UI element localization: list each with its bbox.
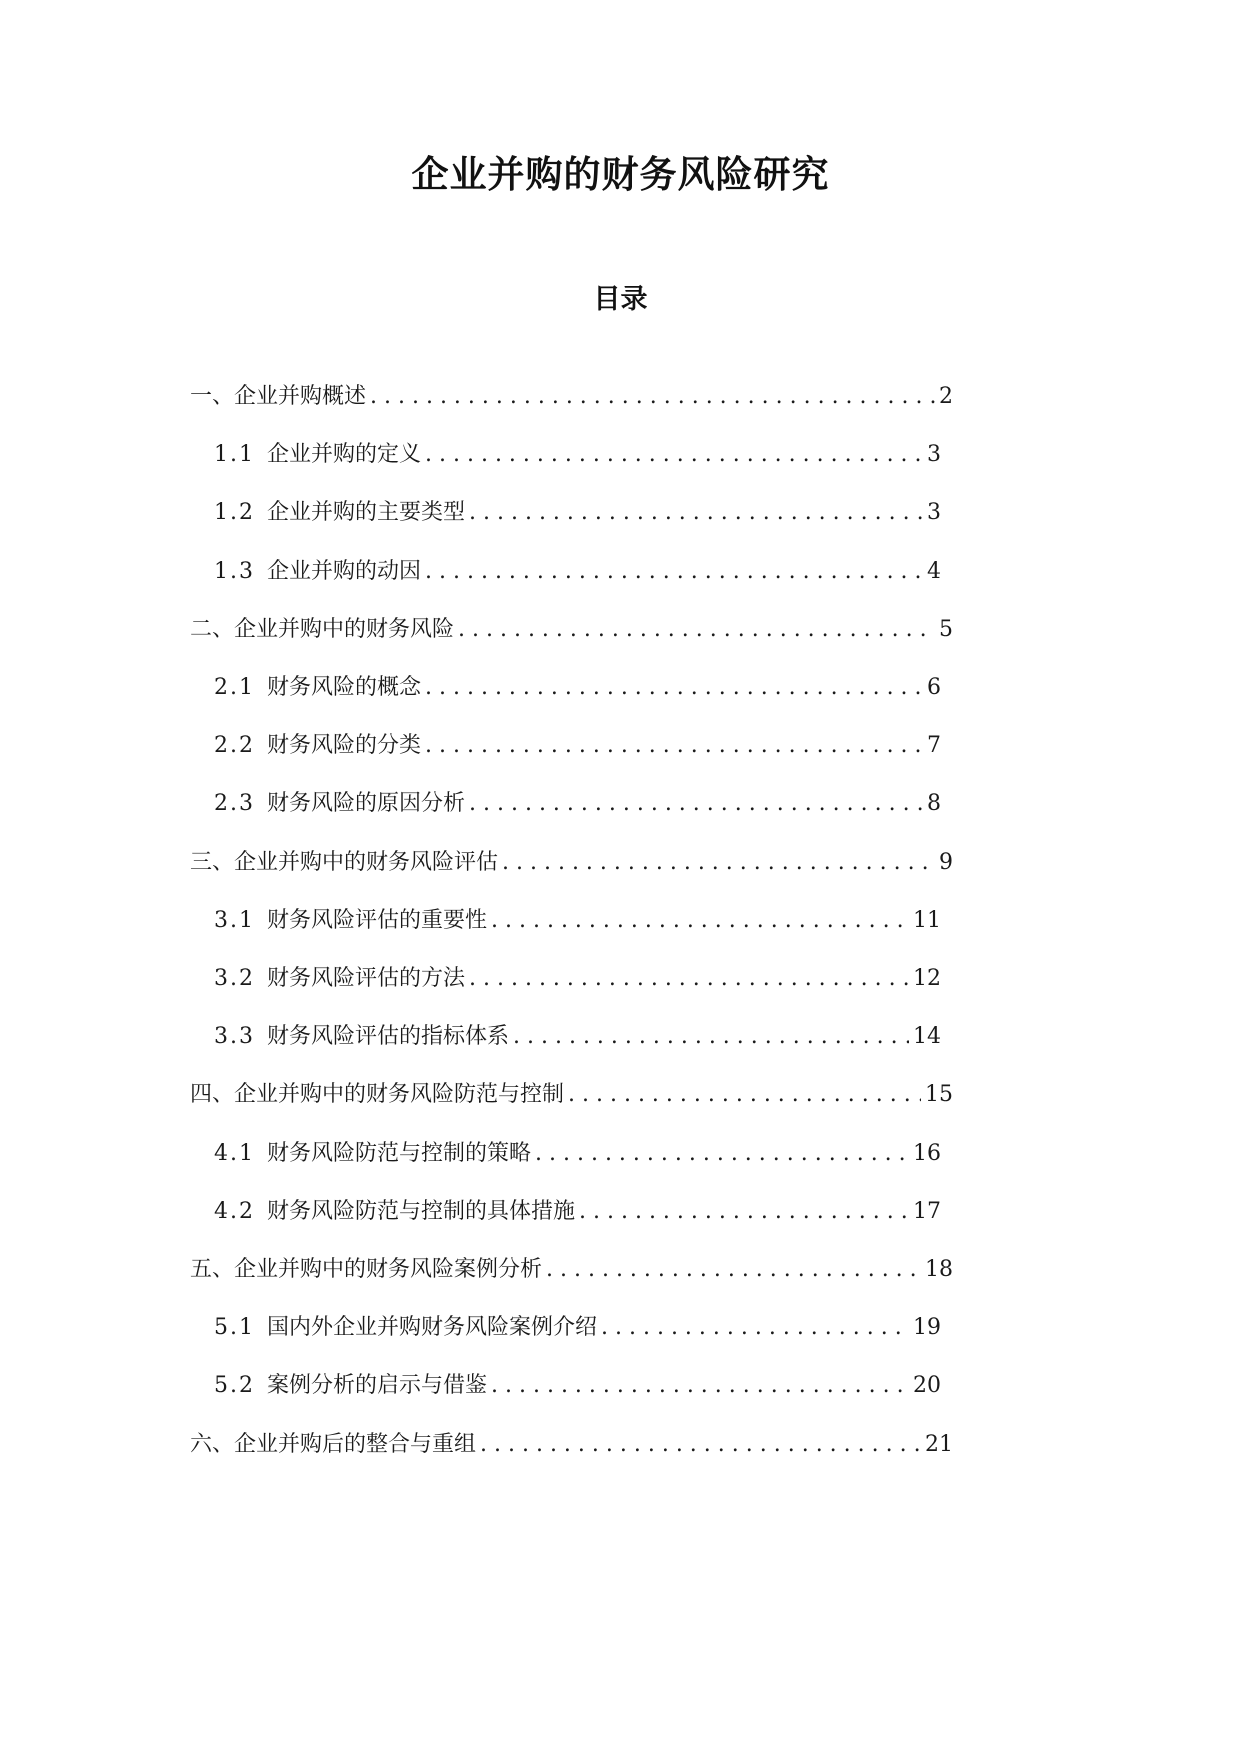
toc-dot-leader bbox=[425, 729, 923, 763]
toc-entry-title: 财务风险评估的指标体系 bbox=[267, 1024, 510, 1050]
toc-entry-title: 一、企业并购概述 bbox=[190, 384, 367, 409]
toc-entry-number: 2.3 bbox=[214, 791, 255, 817]
toc-dot-leader bbox=[502, 846, 935, 880]
toc-page-number: 2 bbox=[939, 384, 953, 409]
toc-dot-leader bbox=[469, 787, 923, 821]
toc-dot-leader bbox=[568, 1078, 921, 1112]
toc-entry-title: 企业并购的定义 bbox=[267, 442, 422, 468]
toc-dot-leader bbox=[458, 613, 935, 647]
toc-heading: 目录 bbox=[593, 284, 648, 315]
toc-page-number: 5 bbox=[939, 616, 953, 642]
toc-entry-number: 3.2 bbox=[214, 966, 255, 991]
toc-page-number: 15 bbox=[925, 1082, 953, 1108]
toc-dot-leader bbox=[491, 904, 909, 938]
toc-entry[interactable] bbox=[190, 613, 953, 647]
toc-entry[interactable] bbox=[190, 846, 953, 880]
toc-entry-title: 财务风险的分类 bbox=[267, 733, 422, 759]
toc-page-number: 19 bbox=[913, 1315, 941, 1341]
toc-entry-title: 财务风险防范与控制的具体措施 bbox=[267, 1198, 576, 1224]
toc-entry[interactable] bbox=[214, 438, 941, 472]
toc-dot-leader bbox=[480, 1428, 921, 1462]
toc-entry-title: 国内外企业并购财务风险案例介绍 bbox=[267, 1315, 598, 1341]
toc-entry[interactable] bbox=[214, 555, 941, 589]
document-title: 企业并购的财务风险研究 bbox=[411, 152, 830, 196]
toc-entry-title: 企业并购的主要类型 bbox=[267, 500, 466, 526]
toc-entry[interactable] bbox=[214, 729, 941, 763]
toc-entry[interactable] bbox=[214, 496, 941, 530]
toc-entry-number: 1.3 bbox=[214, 558, 255, 584]
toc-page-number: 11 bbox=[913, 907, 941, 933]
toc-dot-leader bbox=[491, 1369, 909, 1403]
toc-entry-number: 4.1 bbox=[214, 1140, 255, 1166]
toc-entry-title: 四、企业并购中的财务风险防范与控制 bbox=[190, 1082, 565, 1108]
toc-dot-leader bbox=[469, 962, 909, 996]
toc-page-number: 4 bbox=[927, 558, 941, 584]
toc-entry-number: 2.2 bbox=[214, 733, 255, 759]
toc-entry-title: 财务风险的原因分析 bbox=[267, 791, 466, 817]
toc-dot-leader bbox=[425, 671, 923, 705]
toc-entry-number: 3.3 bbox=[214, 1024, 255, 1050]
toc-page-number: 6 bbox=[927, 675, 941, 700]
toc-dot-leader bbox=[513, 1020, 909, 1054]
toc-dot-leader bbox=[579, 1195, 909, 1229]
toc-page-number: 7 bbox=[927, 733, 941, 759]
toc-dot-leader bbox=[535, 1137, 909, 1171]
toc-entry-title: 财务风险评估的方法 bbox=[267, 966, 466, 991]
toc-entry[interactable] bbox=[190, 1078, 953, 1112]
toc-entry[interactable] bbox=[214, 962, 941, 996]
toc-entry[interactable] bbox=[214, 1311, 941, 1345]
toc-page-number: 14 bbox=[913, 1024, 941, 1050]
toc-entry[interactable] bbox=[190, 380, 953, 414]
toc-entry[interactable] bbox=[214, 787, 941, 821]
toc-entry-title: 五、企业并购中的财务风险案例分析 bbox=[190, 1257, 543, 1282]
toc-entry[interactable] bbox=[214, 1195, 941, 1229]
toc-entry-title: 财务风险评估的重要性 bbox=[267, 907, 488, 933]
toc-entry-number: 2.1 bbox=[214, 675, 255, 700]
toc-entry-number: 5.1 bbox=[214, 1315, 255, 1341]
toc-entry-title: 二、企业并购中的财务风险 bbox=[190, 616, 455, 642]
toc-dot-leader bbox=[370, 380, 935, 414]
toc-entry-number: 3.1 bbox=[214, 907, 255, 933]
toc-dot-leader bbox=[546, 1253, 921, 1287]
toc-dot-leader bbox=[601, 1311, 909, 1345]
toc-entry-number: 4.2 bbox=[214, 1198, 255, 1224]
toc-entry-number: 1.2 bbox=[214, 500, 255, 526]
toc-entry-title: 财务风险防范与控制的策略 bbox=[267, 1140, 532, 1166]
toc-entry-title: 财务风险的概念 bbox=[267, 675, 422, 700]
toc-page-number: 8 bbox=[927, 791, 941, 817]
toc-entry-title: 案例分析的启示与借鉴 bbox=[267, 1373, 488, 1399]
toc-entry-number: 1.1 bbox=[214, 442, 255, 468]
toc-entry[interactable] bbox=[190, 1428, 953, 1462]
toc-page-number: 3 bbox=[927, 442, 941, 468]
toc-dot-leader bbox=[425, 555, 923, 589]
toc-entry[interactable] bbox=[190, 1253, 953, 1287]
toc-page-number: 3 bbox=[927, 500, 941, 526]
toc-page-number: 21 bbox=[925, 1431, 953, 1457]
toc-entry-title: 六、企业并购后的整合与重组 bbox=[190, 1431, 477, 1457]
toc-entry-title: 三、企业并购中的财务风险评估 bbox=[190, 849, 499, 875]
toc-page-number: 16 bbox=[913, 1140, 941, 1166]
toc-entry[interactable] bbox=[214, 1137, 941, 1171]
toc-entry[interactable] bbox=[214, 671, 941, 705]
toc-entry-title: 企业并购的动因 bbox=[267, 558, 422, 584]
toc-dot-leader bbox=[425, 438, 923, 472]
toc-page-number: 12 bbox=[913, 966, 941, 991]
toc-page-number: 17 bbox=[913, 1198, 941, 1224]
toc-page-number: 20 bbox=[913, 1373, 941, 1399]
toc-page-number: 18 bbox=[925, 1257, 953, 1282]
toc-dot-leader bbox=[469, 496, 923, 530]
toc-page-number: 9 bbox=[939, 849, 953, 875]
toc-entry[interactable] bbox=[214, 1369, 941, 1403]
toc-entry[interactable] bbox=[214, 1020, 941, 1054]
toc-entry[interactable] bbox=[214, 904, 941, 938]
toc-entry-number: 5.2 bbox=[214, 1373, 255, 1399]
